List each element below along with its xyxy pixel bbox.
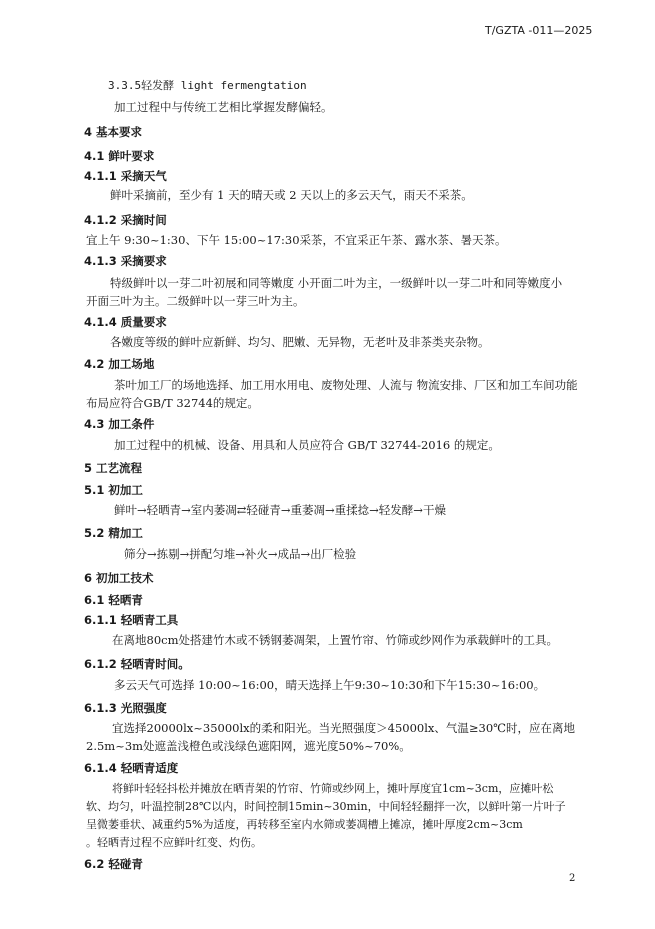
section-6-1-1-heading: 6.1.1 轻晒青工具 bbox=[84, 613, 179, 627]
page-number: 2 bbox=[569, 873, 576, 884]
section-4-1-2-body: 宜上午 9:30~1:30、下午 15:00~17:30采茶，不宜采正午茶、露水茶、暑天茶。 bbox=[86, 233, 507, 247]
section-4-2-heading: 4.2 加工场地 bbox=[84, 357, 155, 371]
section-6-1-4-body-line-1: 将鲜叶轻轻抖松并摊放在晒青架的竹帘、竹筛或纱网上，摊叶厚度宜1cm~3cm，应摊叶松 bbox=[112, 782, 554, 795]
section-6-1-heading: 6.1 轻晒青 bbox=[84, 593, 143, 607]
section-3-3-5-heading: 3.3.5轻发酵 light fermengtation bbox=[108, 79, 307, 92]
section-6-1-3-heading: 6.1.3 光照强度 bbox=[84, 701, 167, 715]
section-5-2-heading: 5.2 精加工 bbox=[84, 526, 143, 540]
section-6-1-4-body-line-3: 呈微萎垂状、减重约5%为适度，再转移至室内水筛或萎凋槽上摊凉，摊叶厚度2cm~3cm bbox=[86, 818, 523, 831]
section-6-heading: 6 初加工技术 bbox=[84, 571, 154, 585]
section-6-2-heading: 6.2 轻碰青 bbox=[84, 857, 143, 871]
section-4-heading: 4 基本要求 bbox=[84, 125, 143, 139]
section-4-1-1-body: 鲜叶采摘前，至少有 1 天的晴天或 2 天以上的多云天气，雨天不采茶。 bbox=[110, 188, 473, 202]
section-5-2-flow: 筛分→拣剔→拼配匀堆→补火→成品→出厂检验 bbox=[124, 547, 357, 561]
section-4-1-1-heading: 4.1.1 采摘天气 bbox=[84, 169, 167, 183]
section-6-1-4-body-line-2: 软、均匀，叶温控制28℃以内，时间控制15min~30min，中间轻轻翻拌一次，以鲜叶第一片叶子 bbox=[86, 800, 566, 813]
section-6-1-1-body: 在离地80cm处搭建竹木或不锈钢萎凋架，上置竹帘、竹筛或纱网作为承载鲜叶的工具。 bbox=[112, 633, 558, 647]
section-4-1-2-heading: 4.1.2 采摘时间 bbox=[84, 213, 167, 227]
section-4-1-4-heading: 4.1.4 质量要求 bbox=[84, 315, 167, 329]
section-4-3-heading: 4.3 加工条件 bbox=[84, 417, 155, 431]
section-4-1-3-heading: 4.1.3 采摘要求 bbox=[84, 254, 167, 268]
section-6-1-2-body: 多云天气可选择 10:00~16:00，晴天选择上午9:30~10:30和下午15:30~16:00。 bbox=[114, 678, 546, 692]
section-4-2-body-line-1: 茶叶加工厂的场地选择、加工用水用电、废物处理、人流与 物流安排、厂区和加工车间功能 bbox=[114, 378, 578, 392]
section-4-3-body: 加工过程中的机械、设备、用具和人员应符合 GB/T 32744-2016 的规定。 bbox=[114, 438, 500, 452]
section-4-1-4-body: 各嫩度等级的鲜叶应新鲜、均匀、肥嫩、无异物，无老叶及非茶类夹杂物。 bbox=[110, 335, 490, 349]
section-5-1-heading: 5.1 初加工 bbox=[84, 483, 143, 497]
section-4-2-body-line-2: 布局应符合GB/T 32744的规定。 bbox=[86, 396, 259, 410]
section-6-1-2-heading: 6.1.2 轻晒青时间。 bbox=[84, 657, 190, 671]
section-6-1-3-body-line-1: 宜选择20000lx~35000lx的柔和阳光。当光照强度＞45000lx、气温≥30℃时，应在离地 bbox=[112, 721, 576, 735]
section-6-1-4-body-line-4: 。轻晒青过程不应鲜叶红变、灼伤。 bbox=[86, 836, 262, 849]
section-4-1-3-body-line-1: 特级鲜叶以一芽二叶初展和同等嫩度 小开面二叶为主，一级鲜叶以一芽二叶和同等嫩度小 bbox=[110, 276, 563, 290]
section-5-heading: 5 工艺流程 bbox=[84, 461, 143, 475]
section-4-1-3-body-line-2: 开面三叶为主。二级鲜叶以一芽三叶为主。 bbox=[86, 294, 305, 308]
section-5-1-flow: 鲜叶→轻晒青→室内萎凋⇄轻碰青→重萎凋→重揉捻→轻发酵→干燥 bbox=[114, 503, 446, 517]
section-3-3-5-body: 加工过程中与传统工艺相比掌握发酵偏轻。 bbox=[114, 100, 333, 114]
section-6-1-3-body-line-2: 2.5m~3m处遮盖浅橙色或浅绿色遮阳网，遮光度50%~70%。 bbox=[86, 739, 411, 753]
document-code: T/GZTA -011—2025 bbox=[485, 24, 593, 37]
section-6-1-4-heading: 6.1.4 轻晒青适度 bbox=[84, 761, 179, 775]
section-4-1-heading: 4.1 鲜叶要求 bbox=[84, 149, 155, 163]
